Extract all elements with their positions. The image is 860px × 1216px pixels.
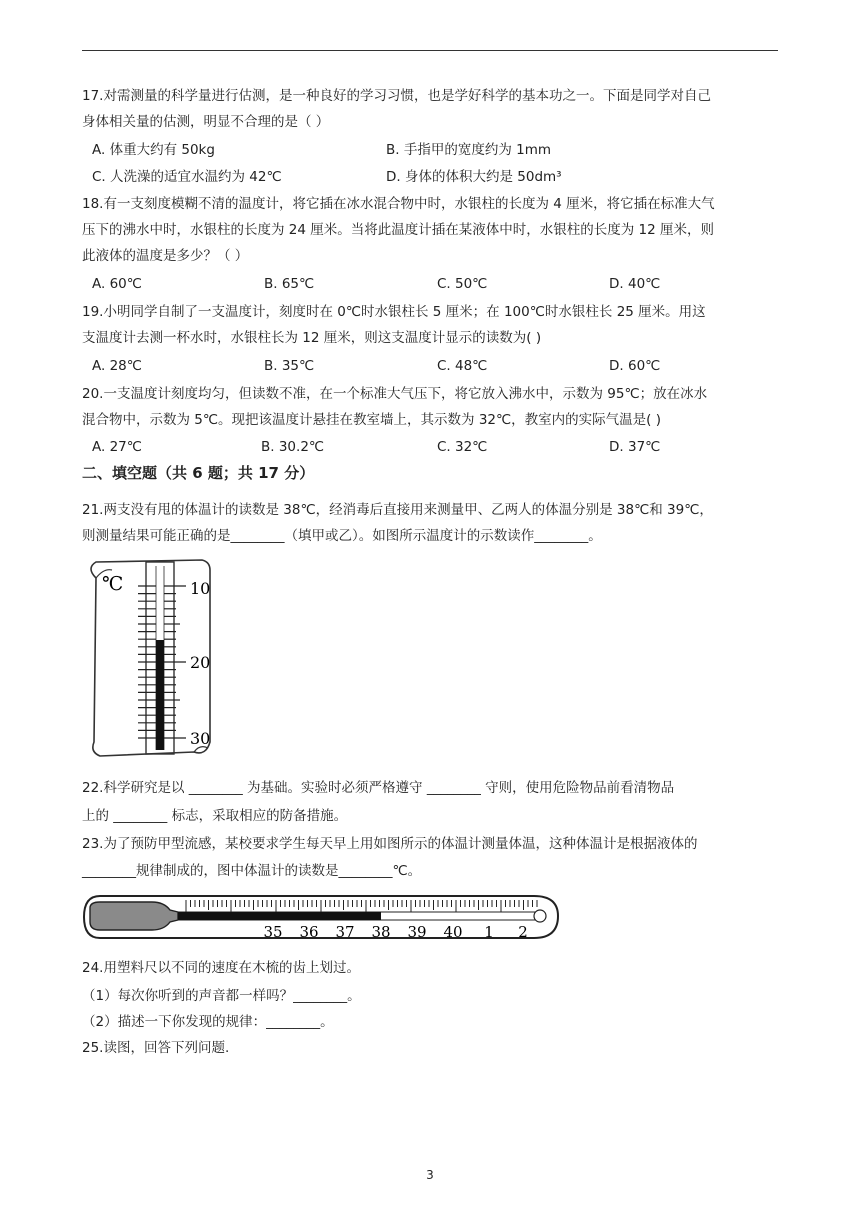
thermo2-label-41: 1 <box>484 923 494 941</box>
q20-option-b: B. 30.2℃ <box>261 439 325 455</box>
q24-sub1: （1）每次你听到的声音都一样吗？________。 <box>82 988 361 1004</box>
q19-option-a: A. 28℃ <box>92 358 142 374</box>
q17-option-d: D. 身体的体积大约是 50dm³ <box>386 169 562 185</box>
thermo1-label-30: 30 <box>190 729 211 748</box>
q19-stem-line1: 19.小明同学自制了一支温度计，刻度时在 0℃时水银柱长 5 厘米；在 100℃时水银柱长 25 厘米。用这 <box>82 304 706 320</box>
q20-option-a: A. 27℃ <box>92 439 142 455</box>
q17-stem-line2: 身体相关量的估测，明显不合理的是（ ） <box>82 114 330 130</box>
page-number: 3 <box>426 1168 434 1182</box>
q21-stem-line1: 21.两支没有甩的体温计的读数是 38℃，经消毒后直接用来测量甲、乙两人的体温分别是 38℃和 39℃， <box>82 502 713 518</box>
q25-stem-line1: 25.读图，回答下列问题. <box>82 1040 230 1056</box>
q20-option-d: D. 37℃ <box>609 439 661 455</box>
q18-option-c: C. 50℃ <box>437 276 488 292</box>
q24-stem-line1: 24.用塑料尺以不同的速度在木梳的齿上划过。 <box>82 960 360 976</box>
q17-option-c: C. 人洗澡的适宜水温约为 42℃ <box>92 169 282 185</box>
header-rule <box>82 50 778 51</box>
q18-stem-line3: 此液体的温度是多少？（ ） <box>82 248 249 264</box>
thermo1-unit: ℃ <box>102 573 124 595</box>
thermo2-label-37: 37 <box>335 923 355 941</box>
q18-option-a: A. 60℃ <box>92 276 142 292</box>
q23-stem-line2: ________规律制成的，图中体温计的读数是________℃。 <box>82 863 422 879</box>
thermo2-label-38: 38 <box>371 923 391 941</box>
q21-stem-line2: 则测量结果可能正确的是________（填甲或乙）。如图所示温度计的示数读作________。 <box>82 528 602 544</box>
thermo2-label-40: 40 <box>443 923 463 941</box>
thermo1-label-10: 10 <box>190 579 211 598</box>
q18-stem-line2: 压下的沸水中时，水银柱的长度为 24 厘米。当将此温度计插在某液体中时，水银柱的长度为 12 厘米，则 <box>82 222 715 238</box>
thermo2-label-35: 35 <box>263 923 283 941</box>
q20-stem-line2: 混合物中，示数为 5℃。现把该温度计悬挂在教室墙上，其示数为 32℃，教室内的实际气温是( ) <box>82 412 661 428</box>
q22-stem-line1: 22.科学研究是以 ________ 为基础。实验时必须严格遵守 ________ 守则，使用危险物品前看清物品 <box>82 780 675 796</box>
q19-option-c: C. 48℃ <box>437 358 488 374</box>
q23-stem-line1: 23.为了预防甲型流感，某校要求学生每天早上用如图所示的体温计测量体温，这种体温计是根据液体的 <box>82 836 698 852</box>
thermo1-label-20: 20 <box>190 653 211 672</box>
q19-stem-line2: 支温度计去测一杯水时，水银柱长为 12 厘米，则这支温度计显示的读数为( ) <box>82 330 542 346</box>
q22-stem-line2: 上的 ________ 标志，采取相应的防备措施。 <box>82 808 348 824</box>
thermo2-label-42: 2 <box>518 923 528 941</box>
q19-option-d: D. 60℃ <box>609 358 661 374</box>
q17-stem-line1: 17.对需测量的科学量进行估测，是一种良好的学习习惯，也是学好科学的基本功之一。下面是同学对自己 <box>82 88 711 104</box>
q18-option-b: B. 65℃ <box>264 276 315 292</box>
q20-stem-line1: 20.一支温度计刻度均匀，但读数不准，在一个标准大气压下，将它放入沸水中，示数为 95℃；放在冰水 <box>82 386 708 402</box>
q20-option-c: C. 32℃ <box>437 439 488 455</box>
clinical-thermometer-figure <box>80 888 564 946</box>
thermo2-label-36: 36 <box>299 923 319 941</box>
q19-option-b: B. 35℃ <box>264 358 315 374</box>
q24-sub2: （2）描述一下你发现的规律：________。 <box>82 1014 334 1030</box>
q17-option-b: B. 手指甲的宽度约为 1mm <box>386 142 552 158</box>
section-title: 二、填空题（共 6 题；共 17 分） <box>82 464 315 482</box>
thermometer-figure-vertical <box>82 556 222 762</box>
q18-stem-line1: 18.有一支刻度模糊不清的温度计，将它插在冰水混合物中时，水银柱的长度为 4 厘米，将它插在标准大气 <box>82 196 715 212</box>
q17-option-a: A. 体重大约有 50kg <box>92 142 215 158</box>
thermo2-label-39: 39 <box>407 923 427 941</box>
q18-option-d: D. 40℃ <box>609 276 661 292</box>
